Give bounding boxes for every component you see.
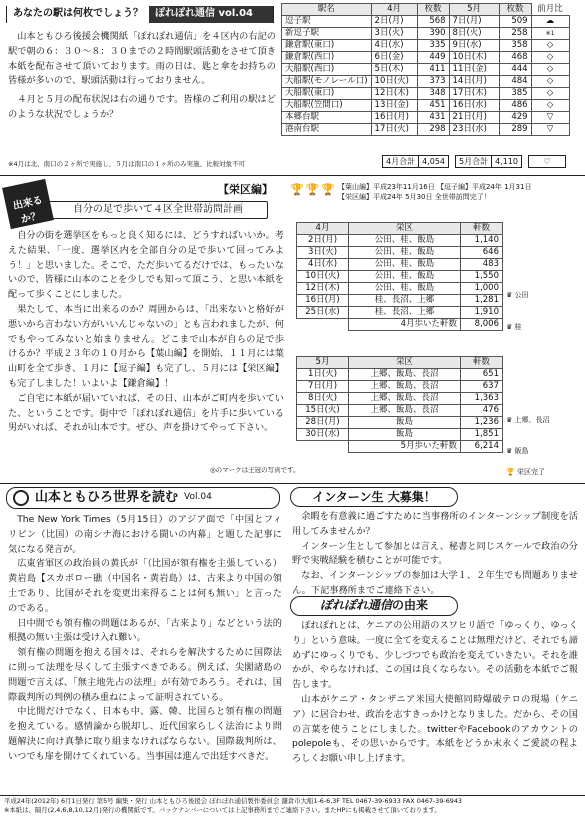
table-cell: 2日(月) (371, 16, 417, 28)
table-row (282, 28, 570, 40)
table-cell: 568 (417, 16, 449, 28)
table-row (297, 381, 503, 393)
intern-paragraph: インターン生として参加とは言え、秘書と同じスケールで政治の分野で実戦経験を積むことが可能です。 (292, 540, 578, 567)
table-cell: 2日(月) (297, 235, 349, 247)
table-cell: 大船駅(モノレール口) (282, 76, 372, 88)
quiz-header (6, 6, 274, 23)
table-cell: 上郷、飯島、長沼 (349, 369, 461, 381)
table-cell: 1,363 (461, 393, 503, 405)
table-cell: 10日(火) (297, 271, 349, 283)
intern-title: インターン生 大募集！ (290, 487, 458, 507)
origin-paragraph: 山本がケニア・タンザニア米国大使館同時爆破テロの現場（ケニア）に居合わせ、政治を志すきっかけとなりました。だから、その国の言葉を使うことにしました。twitterやFacebookのアカウントのpolepoleも、その思いからです。本紙をどうか末永くご愛読の程よろしくお願い申し上げます。 (292, 693, 578, 765)
table-cell: 258 (499, 28, 531, 40)
table-cell: 大船駅(西口) (282, 64, 372, 76)
table-cell: 651 (461, 369, 503, 381)
table-cell: 25日(水) (297, 307, 349, 319)
table-cell: 1,236 (461, 417, 503, 429)
table-row (297, 393, 503, 405)
footer-publisher-line: 平成24年(2012年) 6月1日発行 第5号 編集・発行 山本ともひろ後援会 ぽれぽれ通信製作委員会 鎌倉市大船1-6-6,3F TEL 0467-39-6933 FAX 0467-39-6943 (4, 797, 462, 805)
table-row (297, 405, 503, 417)
may-total: 5月合計 4,110 (455, 155, 522, 168)
visit-paragraph: 果たして、本当に出来るのか？周囲からは、「出来ないと格好が悪いから言わない方がいいんじゃないの」とも言われましたが、何でもやってみないと始まりません。どこまで山本が自らの足で歩けるか？平成２３年の１０月から【葉山編】を開始、１１月には葉山町を全て歩き、１月に【逗子編】も完了し、５月には【栄区編】も完了しました！いよいよ【鎌倉編】！ (8, 303, 284, 389)
table-cell: 飯島 (349, 417, 461, 429)
side-label-iijima: ♛ 飯島 (506, 447, 529, 455)
table-header-row (282, 4, 570, 16)
world-title: 山本ともひろ世界を読む (35, 489, 179, 505)
may-visit-table (296, 356, 503, 453)
table-cell: 385 (499, 88, 531, 100)
table-cell: 7日(月) (449, 16, 499, 28)
table-cell: 468 (499, 52, 531, 64)
intern-body (292, 510, 578, 599)
table-row (282, 16, 570, 28)
may-visit-table-wrap (296, 356, 503, 453)
table-cell: 451 (417, 100, 449, 112)
quiz-paragraph: 山本ともひろ後援会機関紙「ぽれぽれ通信」を４区内の右記の駅で朝の６：３０～８：３０までの２時間駅頭活動をさせて頂き本紙を配布させて頂いております。雨の日は、匙と傘をお持ちの皆様が多いので、駅頭活動は行っておりません。 (8, 31, 276, 87)
table-cell: 公田、桂、飯島 (349, 259, 461, 271)
table-cell: 公田、桂、飯島 (349, 271, 461, 283)
table-cell: 16日(水) (449, 100, 499, 112)
table-cell: 上郷、飯島、長沼 (349, 393, 461, 405)
visit-paragraph: 自分の街を選挙区をもっと良く知るには、どうすればいいか。考えた結果、「一度、選挙区内を全部自分の足で歩いて回ってみよう！」と思いました。そこで、ただ歩いてるだけでは、もったいないので、皆様に山本のことを少しでも知って頂こう、と思い本紙を配って歩くことにしました。 (8, 230, 284, 301)
trend-up-icon: ◇ (531, 76, 569, 88)
table-cell: 1,281 (461, 295, 503, 307)
table-cell: 上郷、飯島、長沼 (349, 405, 461, 417)
table-cell: 11日(金) (449, 64, 499, 76)
side-label-koda: ♛ 公田 (506, 291, 529, 299)
table-cell: 10日(火) (371, 76, 417, 88)
world-body (8, 513, 282, 765)
table-row (297, 369, 503, 381)
table-row (282, 40, 570, 52)
quiz-body (8, 30, 276, 123)
visit-body (8, 229, 284, 436)
total-label: 5月歩いた軒数 (349, 441, 461, 453)
table-cell: 9日(水) (449, 40, 499, 52)
table-cell: 429 (499, 112, 531, 124)
table-row (282, 112, 570, 124)
table-cell: 1,550 (461, 271, 503, 283)
total-label: 4月歩いた軒数 (349, 319, 461, 331)
col-header: 5月 (449, 4, 499, 16)
table-row (297, 259, 503, 271)
total-row (297, 319, 503, 331)
table-cell: 15日(火) (297, 405, 349, 417)
table-cell: 飯島 (349, 429, 461, 441)
quiz-title: あなたの駅は何枚でしょう？ (7, 6, 149, 23)
table-cell: 476 (461, 405, 503, 417)
april-total: 4月合計 4,054 (382, 155, 449, 168)
table-cell: 10日(木) (449, 52, 499, 64)
april-visit-table (296, 222, 503, 331)
trend-up-icon: ◇ (531, 64, 569, 76)
table-cell: 本郷台駅 (282, 112, 372, 124)
table-cell: 港南台駅 (282, 124, 372, 136)
table-cell: 公田、桂、飯島 (349, 247, 461, 259)
table-cell: 14日(月) (449, 76, 499, 88)
table-cell: 5日(木) (371, 64, 417, 76)
distribution-totals (382, 155, 566, 168)
trend-down-icon: ▽ (531, 124, 569, 136)
trend-up-icon: ◇ (531, 52, 569, 64)
col-header: 栄区 (349, 357, 461, 369)
progress-notes: 【葉山編】平成23年11月16日 【逗子編】平成24年 1月31日 【栄区編】平成24年 5月30日 全世帯訪問完了！ (338, 183, 532, 201)
trophy-icons: 🏆🏆🏆 (290, 183, 338, 196)
table-cell: 大船駅(笠間口) (282, 100, 372, 112)
table-cell: 358 (499, 40, 531, 52)
table-cell: 6日(金) (371, 52, 417, 64)
world-paragraph: 広東省軍区の政治員の黄氏が「（比国が領有権を主張している）黄岩島【スカボロー礁（中国名・黄岩島）は、古来より中国の領土であり、比国がそれを変更出来得ることは何も無い」と言ったのである。 (8, 558, 282, 614)
side-label-katsura: ♛ 桂 (506, 323, 522, 331)
table-row (282, 52, 570, 64)
col-header: 枚数 (417, 4, 449, 16)
table-cell: 1,140 (461, 235, 503, 247)
visit-paragraph: ご自宅に本紙が届いていれば、その日、山本がご町内を歩いていた、ということです。街中で「ぽれぽれ通信」を片手に歩いている男がいれば、それが山本です。ぜひ、声を掛けてやって下さい。 (8, 392, 284, 434)
table-cell: 509 (499, 16, 531, 28)
table-cell: 16日(月) (371, 112, 417, 124)
table-cell: 289 (499, 124, 531, 136)
table-cell: 30日(水) (297, 429, 349, 441)
origin-header (290, 596, 458, 616)
table-cell: 1,851 (461, 429, 503, 441)
intern-paragraph: なお、インターンシップの参加は大学１、２年生でも問題ありません。下記事務所までご連絡下さい。 (292, 570, 578, 596)
origin-title-rest: の由来 (392, 598, 429, 613)
table-cell: 上郷、飯島、長沼 (349, 381, 461, 393)
table-cell: 新逗子駅 (282, 28, 372, 40)
trend-down-icon: ▽ (531, 112, 569, 124)
world-paragraph: The New York Times（5月15日）のアジア面で「中国とフィリピン（比国）の南シナ海における闘いの内幕」と題した記事に気になる発言が。 (8, 514, 282, 555)
table-row (297, 417, 503, 429)
origin-body (292, 619, 578, 767)
table-row (297, 271, 503, 283)
table-cell: 373 (417, 76, 449, 88)
col-header: 4月 (297, 223, 349, 235)
table-cell: 28日(月) (297, 417, 349, 429)
total-value: 6,214 (461, 441, 503, 453)
table-cell: 12日(木) (371, 88, 417, 100)
table-cell: 444 (499, 64, 531, 76)
col-header: 4月 (371, 4, 417, 16)
table-cell: 鎌倉駅(西口) (282, 52, 372, 64)
side-label-complete: 🏆 栄区完了 (506, 468, 545, 476)
table-cell: 449 (417, 52, 449, 64)
table-cell: 637 (461, 381, 503, 393)
table-row (297, 307, 503, 319)
table-row (297, 235, 503, 247)
world-paragraph: 日中間でも領有権の問題はあるが、「古来より」などという法的根拠の無い主張は受け入れ難い。 (8, 617, 282, 644)
edition-label: 【栄区編】 (218, 183, 273, 196)
table-cell: 3日(火) (371, 28, 417, 40)
table-cell: 8日(火) (297, 393, 349, 405)
table-cell: 公田、桂、飯島 (349, 235, 461, 247)
world-paragraph: 中比間だけでなく、日本も中、露、韓、比国らと領有権の問題を抱えている。感情論から脱却し、近代国家らしく法治により問題解決に向け真摯に取り組まなければならない。国際裁判所は、いつでも扉を開けてくれている。当事国は進んで出廷すべきだ。 (8, 706, 282, 762)
table-row (297, 295, 503, 307)
table-cell: 484 (499, 76, 531, 88)
table-cell: 13日(金) (371, 100, 417, 112)
col-header: 枚数 (499, 4, 531, 16)
trend-up-icon: ◇ (531, 88, 569, 100)
crown-note: ◎のマークは王冠の写真です。 (210, 466, 300, 474)
world-header (6, 487, 280, 509)
series-badge: ぽれぽれ通信 vol.04 (149, 6, 273, 23)
globe-icon (13, 490, 29, 506)
footer (4, 797, 584, 815)
table-cell: 646 (461, 247, 503, 259)
table-cell: 桂、長沼、上郷 (349, 295, 461, 307)
total-row (297, 441, 503, 453)
table-cell: 7日(月) (297, 381, 349, 393)
table-row (282, 100, 570, 112)
table-row (282, 76, 570, 88)
table-cell: 411 (417, 64, 449, 76)
col-header: 栄区 (349, 223, 461, 235)
table-row (282, 124, 570, 136)
table-cell: 12日(木) (297, 283, 349, 295)
col-header: 駅名 (282, 4, 372, 16)
col-header: 軒数 (461, 357, 503, 369)
distribution-table (281, 3, 570, 136)
table-cell: 1日(火) (297, 369, 349, 381)
table-row (297, 283, 503, 295)
table-cell: 298 (417, 124, 449, 136)
col-header: 前月比 (531, 4, 569, 16)
trend-up-icon: ◇ (531, 40, 569, 52)
origin-paragraph: ぽれぽれとは、ケニアの公用語のスワヒリ語で「ゆっくり、ゆっくり」という意味。一度に全てを変えることは無理だけど、それでも諦めずにゆっくりでも、少しづつでも政治を変えていきたい。それを誰かが、やらなければ、この国は良くならない。その活動を本紙でご報告します。 (292, 620, 578, 691)
table-cell: 大船駅(東口) (282, 88, 372, 100)
table-cell: 16日(月) (297, 295, 349, 307)
table-cell: 21日(月) (449, 112, 499, 124)
table-cell: 桂、長沼、上郷 (349, 307, 461, 319)
world-vol: Vol.04 (184, 492, 212, 503)
table-cell: 431 (417, 112, 449, 124)
table-row (297, 429, 503, 441)
april-visit-table-wrap (296, 222, 503, 331)
cloud-icon: ☁ (531, 16, 569, 28)
table-cell: 390 (417, 28, 449, 40)
table-cell: 1,910 (461, 307, 503, 319)
origin-title-bold: ぽれぽれ通信 (319, 598, 392, 613)
table-cell: 23日(水) (449, 124, 499, 136)
table-cell: 逗子駅 (282, 16, 372, 28)
world-paragraph: 領有権の問題を抱える国々は、それらを解決するために国際法に則って法理を尽くして主張すべきである。例えば、尖閣諸島の問題で言えば、「無主地先占の法理」が有効であろう。それは、国際裁判所の判例の積み重ねによって証明されている。 (8, 647, 282, 703)
table-cell: 鎌倉駅(東口) (282, 40, 372, 52)
total-value: 8,006 (461, 319, 503, 331)
table-cell: 17日(木) (449, 88, 499, 100)
table-cell: 483 (461, 259, 503, 271)
table-row (282, 64, 570, 76)
table-cell: 4日(水) (371, 40, 417, 52)
table-cell: 17日(火) (371, 124, 417, 136)
trend-up-icon: ◇ (531, 100, 569, 112)
intern-paragraph: 余暇を有意義に過ごすために当事務所のインターンシップ制度を活用してみませんか？ (292, 511, 578, 537)
table-cell: 8日(火) (449, 28, 499, 40)
distribution-table-wrap (281, 3, 570, 136)
visit-banner-subtitle: 自分の足で歩いて４区全世帯訪問計画 (48, 201, 268, 219)
footer-note-line: ※本紙は、隔月(2,4,6,8,10,12月)発行の機関紙です。バックナンバーについては上記事務所までご連絡下さい。またHPにも掲載させて頂いております。 (4, 806, 441, 814)
table-cell: 335 (417, 40, 449, 52)
col-header: 5月 (297, 357, 349, 369)
table-row (282, 88, 570, 100)
table-cell: 公田、桂、飯島 (349, 283, 461, 295)
table-cell: 3日(火) (297, 247, 349, 259)
table-cell: 4日(水) (297, 259, 349, 271)
quiz-paragraph: ４月と５月の配布状況は右の通りです。皆様のご利用の駅はどのような状況でしょうか？ (8, 94, 276, 120)
table-cell: 1,000 (461, 283, 503, 295)
visit-banner-badge: 出来るか？ (2, 179, 54, 229)
table-cell: 348 (417, 88, 449, 100)
heart-icon: ♡ (528, 155, 566, 168)
side-label-kamigo: ♛ 上郷、長沼 (506, 416, 550, 424)
quiz-note: ※4月は北、南口の２ヶ所で実施し、５月は南口の１ヶ所のみ実施、比較対象不可 (8, 160, 246, 168)
col-header: 軒数 (461, 223, 503, 235)
table-row (297, 247, 503, 259)
first-row-note: ※1 (531, 28, 569, 40)
table-cell: 486 (499, 100, 531, 112)
